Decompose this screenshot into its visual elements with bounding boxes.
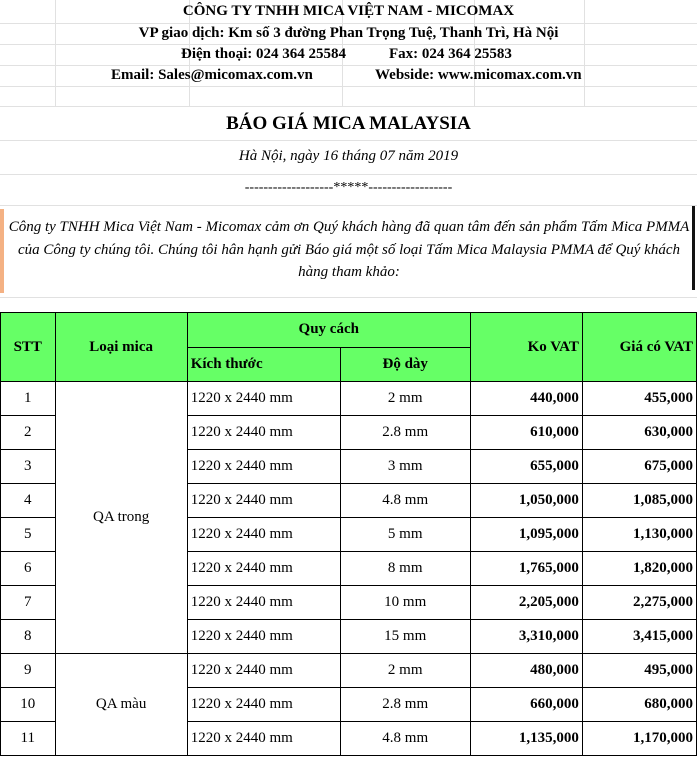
cell-price-no-vat: 1,050,000 (470, 484, 582, 518)
cell-price-vat: 3,415,000 (582, 620, 696, 654)
header-no-vat: Ko VAT (470, 313, 582, 382)
table-row (1, 654, 697, 688)
cell-price-vat: 630,000 (582, 416, 696, 450)
cell-price-vat: 1,820,000 (582, 552, 696, 586)
cell-thickness: 10 mm (340, 586, 470, 620)
header-spec: Quy cách (187, 313, 470, 348)
cell-price-no-vat: 610,000 (470, 416, 582, 450)
cell-size: 1220 x 2440 mm (187, 688, 340, 722)
cell-price-vat: 495,000 (582, 654, 696, 688)
cell-price-no-vat: 3,310,000 (470, 620, 582, 654)
cell-price-no-vat: 2,205,000 (470, 586, 582, 620)
cell-price-no-vat: 660,000 (470, 688, 582, 722)
cell-size: 1220 x 2440 mm (187, 484, 340, 518)
cell-stt: 5 (1, 518, 56, 552)
cell-price-no-vat: 1,765,000 (470, 552, 582, 586)
cell-price-no-vat: 1,095,000 (470, 518, 582, 552)
cell-price-vat: 680,000 (582, 688, 696, 722)
cell-size: 1220 x 2440 mm (187, 382, 340, 416)
cell-size: 1220 x 2440 mm (187, 518, 340, 552)
cell-size: 1220 x 2440 mm (187, 654, 340, 688)
gridline (0, 106, 697, 107)
cell-stt: 4 (1, 484, 56, 518)
cell-size: 1220 x 2440 mm (187, 722, 340, 756)
gridline (0, 297, 697, 298)
cell-stt: 6 (1, 552, 56, 586)
cell-price-no-vat: 440,000 (470, 382, 582, 416)
cell-stt: 8 (1, 620, 56, 654)
cell-cursor-bar (692, 206, 695, 290)
cell-size: 1220 x 2440 mm (187, 552, 340, 586)
company-email: Email: Sales@micomax.com.vn (111, 67, 313, 83)
cell-stt: 7 (1, 586, 56, 620)
quote-date: Hà Nội, ngày 16 tháng 07 năm 2019 (238, 148, 459, 164)
header-thickness: Độ dày (340, 347, 470, 382)
cell-price-no-vat: 480,000 (470, 654, 582, 688)
cell-thickness: 2.8 mm (340, 416, 470, 450)
cell-thickness: 2 mm (340, 654, 470, 688)
cell-size: 1220 x 2440 mm (187, 586, 340, 620)
cell-size: 1220 x 2440 mm (187, 620, 340, 654)
cell-price-no-vat: 655,000 (470, 450, 582, 484)
cell-stt: 11 (1, 722, 56, 756)
cell-thickness: 8 mm (340, 552, 470, 586)
company-fax: Fax: 024 364 25583 (389, 46, 512, 62)
header-stt: STT (1, 313, 56, 382)
cell-price-vat: 1,170,000 (582, 722, 696, 756)
gridline (0, 140, 697, 141)
separator: -------------------*****------------------ (244, 180, 453, 195)
cell-thickness: 5 mm (340, 518, 470, 552)
cell-stt: 9 (1, 654, 56, 688)
cell-thickness: 4.8 mm (340, 484, 470, 518)
cell-price-vat: 675,000 (582, 450, 696, 484)
cell-stt: 2 (1, 416, 56, 450)
company-website: Webside: www.micomax.com.vn (375, 67, 582, 83)
intro-accent-bar (0, 209, 4, 293)
table-row (1, 382, 697, 416)
header-size: Kích thước (187, 347, 340, 382)
company-phone: Điện thoại: 024 364 25584 (181, 46, 346, 62)
cell-size: 1220 x 2440 mm (187, 416, 340, 450)
header-type: Loại mica (55, 313, 187, 382)
cell-stt: 1 (1, 382, 56, 416)
cell-price-vat: 1,085,000 (582, 484, 696, 518)
gridline (0, 86, 697, 87)
cell-size: 1220 x 2440 mm (187, 450, 340, 484)
cell-thickness: 4.8 mm (340, 722, 470, 756)
gridline (0, 205, 697, 206)
cell-price-vat: 2,275,000 (582, 586, 696, 620)
cell-stt: 10 (1, 688, 56, 722)
cell-thickness: 15 mm (340, 620, 470, 654)
gridline (0, 65, 697, 66)
cell-thickness: 2.8 mm (340, 688, 470, 722)
cell-mica-type: QA màu (55, 654, 187, 756)
cell-mica-type: QA trong (55, 382, 187, 654)
intro-text: Công ty TNHH Mica Việt Nam - Micomax cảm ơn Quý khách hàng đã quan tâm đến sản phẩm Tấm Mica PMMA của Công ty chúng tôi. Chúng tôi hân hạnh gửi Báo giá một số loại Tấm Mica Malaysia PMMA để Quý khách hàng tham khảo: (8, 219, 690, 280)
page-title: BÁO GIÁ MICA MALAYSIA (226, 113, 471, 134)
price-table (0, 312, 697, 756)
gridline (0, 174, 697, 175)
company-address: VP giao dịch: Km số 3 đường Phan Trọng Tuệ, Thanh Trì, Hà Nội (138, 25, 559, 41)
company-name: CÔNG TY TNHH MICA VIỆT NAM - MICOMAX (182, 3, 515, 19)
cell-thickness: 3 mm (340, 450, 470, 484)
cell-thickness: 2 mm (340, 382, 470, 416)
cell-price-no-vat: 1,135,000 (470, 722, 582, 756)
cell-price-vat: 455,000 (582, 382, 696, 416)
cell-price-vat: 1,130,000 (582, 518, 696, 552)
header-vat: Giá có VAT (582, 313, 696, 382)
gridline (0, 44, 697, 45)
cell-stt: 3 (1, 450, 56, 484)
